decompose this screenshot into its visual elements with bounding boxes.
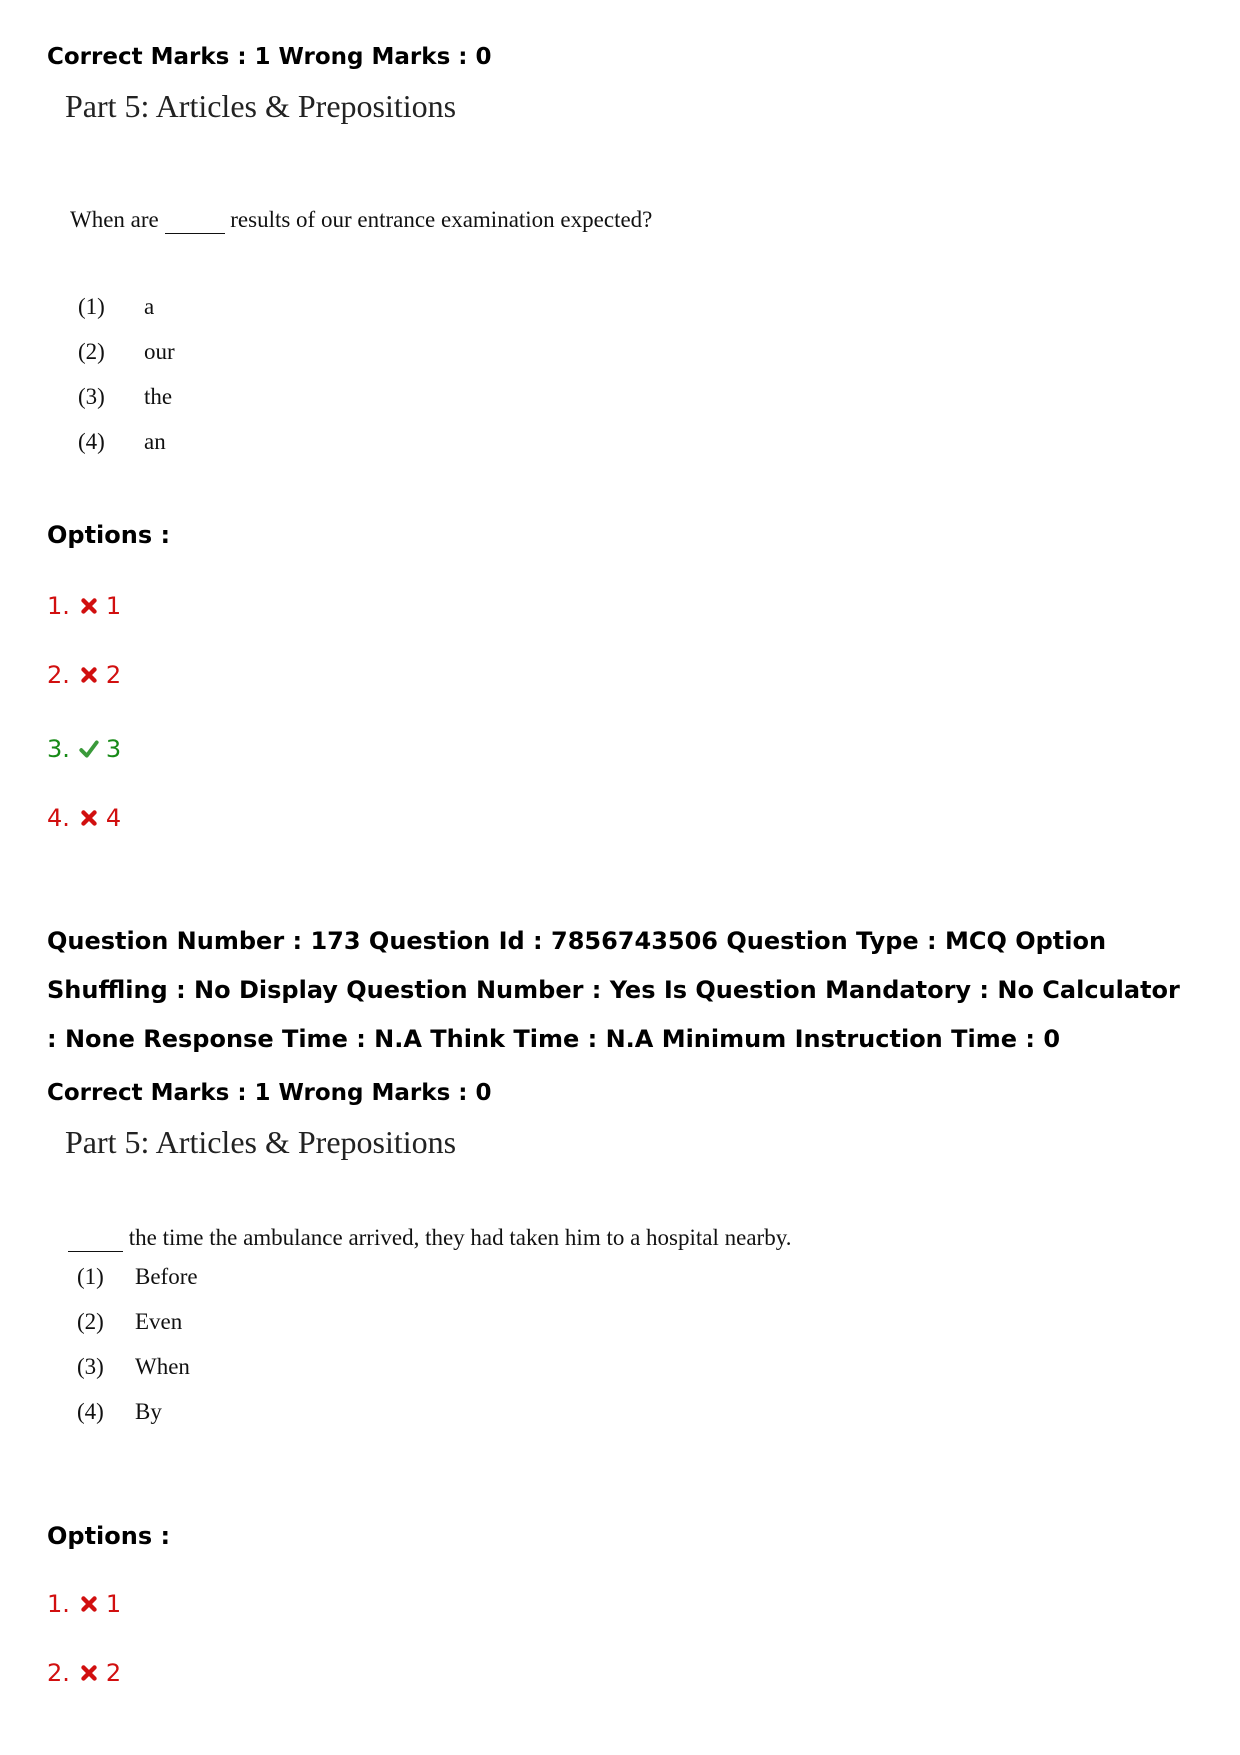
- option-item-correct: [47, 735, 121, 763]
- cross-icon: [78, 807, 100, 829]
- question-meta: Question Number : 173 Question Id : 7856743506 Question Type : MCQ Option Shuffling : No Display Question Number : Yes Is Question Mandatory : No Calculator : None Response Time : N.A Think Time : N.A Minimum Instruction Time : 0: [47, 927, 1180, 1053]
- part-title: Part 5: Articles & Prepositions: [65, 88, 457, 124]
- option-value: 1: [105, 592, 122, 620]
- cross-icon: [78, 664, 100, 686]
- option-number: 3.: [47, 735, 70, 763]
- options-label: Options :: [47, 521, 171, 549]
- choice-text: a: [144, 294, 155, 319]
- check-icon: [78, 738, 100, 760]
- question-stem: [68, 1225, 791, 1252]
- choice-text: When: [135, 1354, 190, 1379]
- option-value: 2: [105, 1659, 122, 1687]
- cross-icon: [78, 595, 100, 617]
- option-number: 2.: [47, 661, 70, 689]
- option-item: [47, 592, 121, 620]
- cross-icon: [78, 1593, 100, 1615]
- options-label: Options :: [47, 1522, 171, 1550]
- choice-text: an: [144, 429, 166, 454]
- blank-line: [165, 207, 225, 234]
- blank-line: [68, 1225, 123, 1252]
- choice-number: (2): [77, 1309, 104, 1334]
- choice-text: our: [144, 339, 175, 364]
- option-value: 1: [105, 1590, 122, 1618]
- choice-number: (4): [77, 1399, 104, 1424]
- correct-wrong-marks: Correct Marks : 1 Wrong Marks : 0: [47, 44, 492, 70]
- choice-text: Even: [135, 1309, 183, 1334]
- choice-number: (1): [77, 1264, 104, 1289]
- choice-text: the: [144, 384, 173, 409]
- option-item: [47, 1590, 121, 1618]
- choice-number: (3): [78, 384, 105, 409]
- cross-icon: [78, 1662, 100, 1684]
- choice-number: (3): [77, 1354, 104, 1379]
- option-value: 2: [105, 661, 122, 689]
- option-value: 3: [105, 735, 122, 763]
- question-stem: [70, 207, 652, 234]
- option-value: 4: [105, 804, 122, 832]
- choice-text: Before: [135, 1264, 198, 1289]
- choice-number: (1): [78, 294, 105, 319]
- choice-text: By: [135, 1399, 162, 1424]
- option-item: [47, 661, 121, 689]
- option-item: [47, 1659, 121, 1687]
- option-number: 2.: [47, 1659, 70, 1687]
- choice-number: (2): [78, 339, 105, 364]
- stem-after: the time the ambulance arrived, they had taken him to a hospital nearby.: [128, 1225, 792, 1250]
- option-item: [47, 804, 121, 832]
- option-number: 1.: [47, 1590, 70, 1618]
- stem-after: results of our entrance examination expected?: [230, 207, 653, 232]
- correct-wrong-marks: Correct Marks : 1 Wrong Marks : 0: [47, 1080, 492, 1106]
- choice-number: (4): [78, 429, 105, 454]
- option-number: 1.: [47, 592, 70, 620]
- option-number: 4.: [47, 804, 70, 832]
- part-title: Part 5: Articles & Prepositions: [65, 1124, 457, 1160]
- stem-before: When are: [70, 207, 159, 232]
